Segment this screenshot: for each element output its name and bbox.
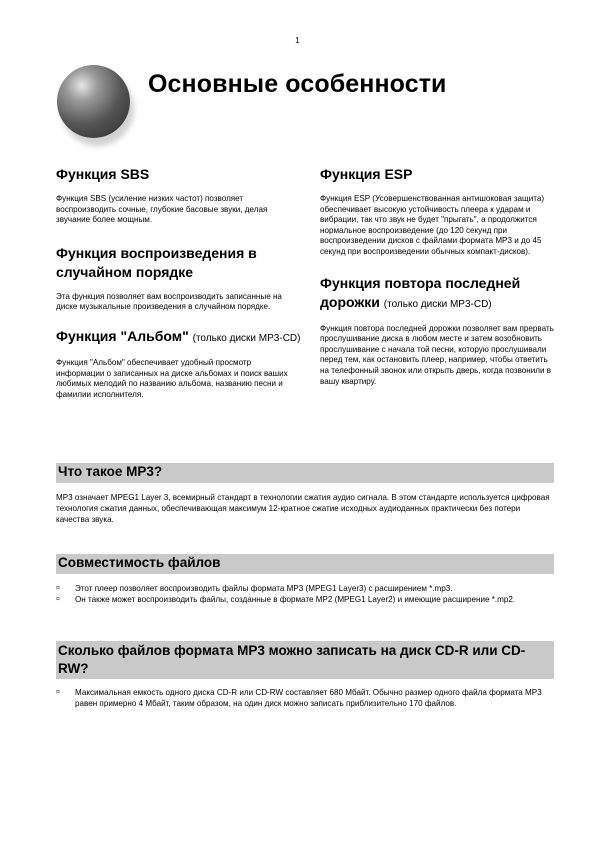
feature-resume xyxy=(320,274,556,388)
feature-album xyxy=(56,327,301,400)
section-heading-count: Сколько файлов формата MP3 можно записать на диск CD-R или CD-RW? xyxy=(56,641,554,679)
feature-heading: Функция SBS xyxy=(56,166,150,182)
feature-text: Функция SBS (усиление низких частот) позволяет воспроизводить сочные, глубокие басовые звуки, делая звучание более мощным. xyxy=(56,194,268,225)
feature-text: Функция повтора последней дорожки позволяет вам прервать прослушивание диска в любом месте и затем возобновить прослушивание с начала той песни, которую прослушивали перед тем, как остановить плеер, например, чтобы ответить на телефонный звонок или открыть дверь, когда позвонили в вашу квартиру. xyxy=(320,323,554,386)
feature-heading-sub: (только диски MP3-CD) xyxy=(192,332,301,344)
list-item: ¤ Максимальная емкость одного диска CD-R или CD-RW составляет 680 Мбайт. Обычно размер одного файла формата MP3 равен примерно 4 Мбайт, таким образом, на один диск можно записать приблизительно 170 файлов. xyxy=(56,688,542,708)
bullet-icon: ¤ xyxy=(56,595,60,603)
section-text-mp3: MP3 означает MPEG1 Layer 3, всемирный стандарт в технологии сжатия аудио сигнала. В этом стандарте используется цифровая технология сжатия данных, обеспечивающая максимум 12-кратное сжатие исходных аудиоданных практически без потери качества звука. xyxy=(56,493,550,524)
bullet-icon: ¤ xyxy=(56,689,60,696)
page-number: 1 xyxy=(295,36,300,45)
bullet-icon: ¤ xyxy=(56,585,60,592)
right-column xyxy=(320,165,556,387)
section-heading-mp3: Что такое MP3? xyxy=(56,463,554,483)
feature-sbs xyxy=(56,165,301,226)
feature-text: Эта функция позволяет вам воспроизводить записанные на диске музыкальные произведения в случайном порядке. xyxy=(56,291,282,312)
feature-text: Функция ESP (Усовершенствованная антишоковая защита) обеспечивает высокую устойчивость плеера к ударам и вибрации, так что звук не будет "прыгать", а продолжится нормальное воспроизведение (до 120 секунд при воспроизведении дисков с файлами формата MP3 и до 45 секунд при воспроизведении обычных компакт-дисков). xyxy=(320,194,545,256)
feature-heading: Функция "Альбом" (только диски MP3-CD) xyxy=(56,327,301,344)
feature-heading: Функция повтора последней дорожки (только диски MP3-CD) xyxy=(320,274,521,310)
page-title: Основные особенности xyxy=(148,70,447,98)
section-heading-compat: Совместимость файлов xyxy=(56,554,554,574)
count-bullet-list xyxy=(56,688,554,710)
feature-esp xyxy=(320,165,556,258)
feature-heading-sub: (только диски MP3-CD) xyxy=(383,298,492,310)
compat-bullet-list xyxy=(56,584,554,606)
feature-text: Функция "Альбом" обеспечивает удобный просмотр информации о записанных на диске альбомах и поиск ваших любимых мелодий по названию альбома, названию песни и фамилии исполнителя. xyxy=(56,357,288,399)
list-item: ¤ Он также может воспроизводить файлы, созданные в формате MP2 (MPEG1 Layer2) и имеющие расширение *.mp2. xyxy=(56,594,516,604)
list-item: ¤ Этот плеер позволяет воспроизводить файлы формата MP3 (MPEG1 Layer3) с расширением *.mp3. xyxy=(56,584,453,593)
left-column xyxy=(56,165,301,400)
feature-shuffle xyxy=(56,244,301,313)
feature-heading: Функция воспроизведения в случайном порядке xyxy=(56,244,257,280)
feature-heading: Функция ESP xyxy=(320,166,413,182)
sphere-graphic xyxy=(57,65,130,138)
